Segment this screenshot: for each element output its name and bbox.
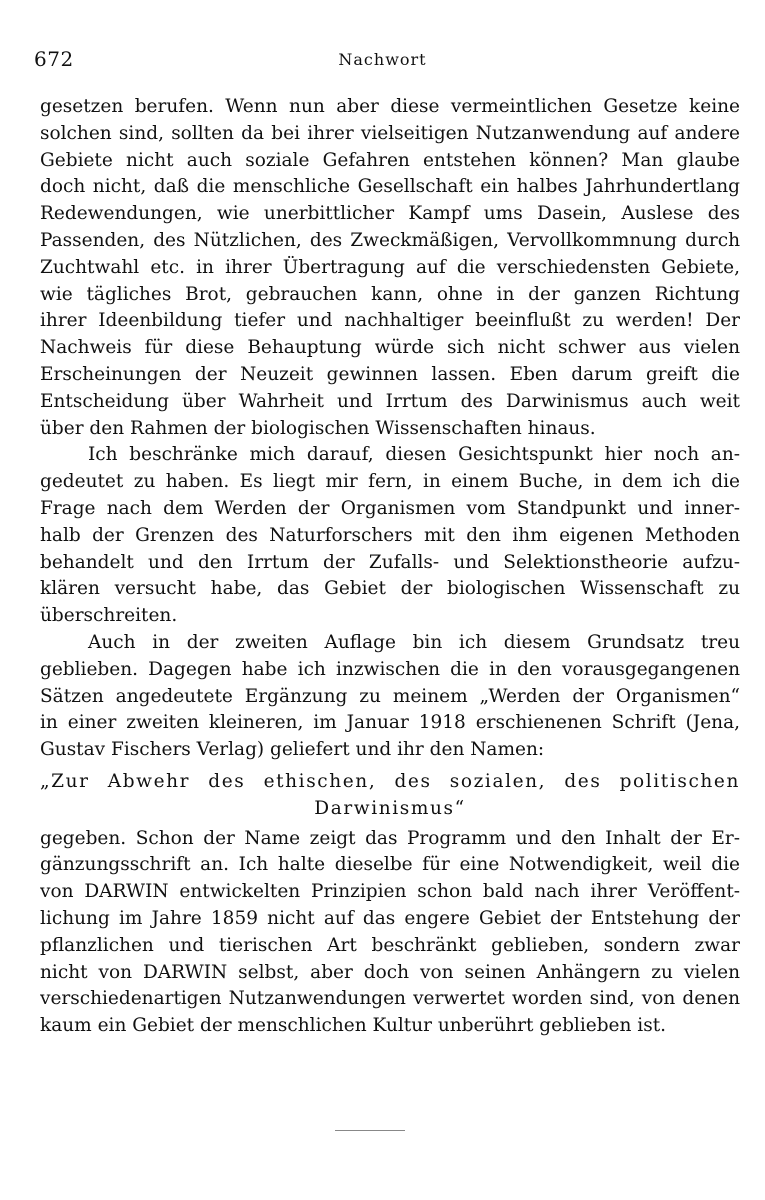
text-line: Nachweis für diese Behauptung würde sich nicht schwer aus vielen (40, 337, 740, 359)
text-line: lichung im Jahre 1859 nicht auf das engere Gebiet der Entstehung der (40, 907, 740, 929)
text-line: pflanzlichen und tierischen Art beschränkt geblieben, sondern zwar (40, 934, 740, 956)
text-line: gesetzen berufen. Wenn nun aber diese vermeintlichen Gesetze keine (40, 96, 740, 117)
text-line: Gebiete nicht auch soziale Gefahren entstehen können? Man glaube (40, 149, 740, 171)
text-line: Redewendungen, wie unerbittlicher Kampf ums Dasein, Auslese des (40, 203, 740, 225)
book-title-quote (40, 769, 740, 823)
text-line: kaum ein Gebiet der menschlichen Kultur unberührt geblieben ist. (40, 1015, 667, 1037)
quote-line: Darwinismus“ (314, 797, 466, 819)
text-line: über den Rahmen der biologischen Wissenschaften hinaus. (40, 417, 596, 439)
text-line: verschiedenartigen Nutzanwendungen verwertet worden sind, von denen (40, 988, 740, 1010)
paragraph-3 (40, 630, 740, 764)
text-line: Passenden, des Nützlichen, des Zweckmäßigen, Vervollkommnung durch (40, 229, 740, 251)
quote-line: „Zur Abwehr des ethischen, des sozialen, des politischen (40, 770, 740, 792)
text-line: nicht von DARWIN selbst, aber doch von seinen Anhängern zu vielen (40, 961, 740, 983)
page-number: 672 (34, 47, 74, 71)
text-line: Ich beschränke mich darauf, diesen Gesichtspunkt hier noch an- (88, 444, 740, 466)
text-line: in einer zweiten kleineren, im Januar 1918 erschienenen Schrift (Jena, (40, 712, 740, 734)
text-line: Sätzen angedeutete Ergänzung zu meinem „Werden der Organismen“ (40, 685, 740, 707)
body-text (40, 94, 740, 1040)
text-line: behandelt und den Irrtum der Zufalls- und Selektionstheorie aufzu- (40, 551, 740, 573)
text-line: gänzungsschrift an. Ich halte dieselbe für eine Notwendigkeit, weil die (40, 854, 740, 876)
text-line: Entscheidung über Wahrheit und Irrtum des Darwinismus auch weit (40, 390, 740, 412)
text-line: doch nicht, daß die menschliche Gesellschaft ein halbes Jahrhundertlang (40, 176, 740, 198)
text-line: überschreiten. (40, 605, 178, 627)
text-line: gegeben. Schon der Name zeigt das Programm und den Inhalt der Er- (40, 827, 740, 849)
text-line: Auch in der zweiten Auflage bin ich diesem Grundsatz treu (88, 631, 740, 653)
text-line: Gustav Fischers Verlag) geliefert und ihr den Namen: (40, 739, 545, 761)
text-line: Frage nach dem Werden der Organismen vom Standpunkt und inner- (40, 497, 740, 519)
text-line: Zuchtwahl etc. in ihrer Übertragung auf die verschiedensten Gebiete, (40, 256, 740, 278)
end-divider (335, 1130, 405, 1131)
text-line: gedeutet zu haben. Es liegt mir fern, in einem Buche, in dem ich die (40, 471, 740, 493)
text-line: geblieben. Dagegen habe ich inzwischen die in den vorausgegangenen (40, 658, 740, 680)
text-line: halb der Grenzen des Naturforschers mit den ihm eigenen Methoden (40, 524, 740, 546)
text-line: klären versucht habe, das Gebiet der biologischen Wissenschaft zu (40, 578, 740, 600)
text-line: von DARWIN entwickelten Prinzipien schon bald nach ihrer Veröffent- (40, 881, 740, 903)
text-line: Erscheinungen der Neuzeit gewinnen lassen. Eben darum greift die (40, 363, 740, 385)
running-head: Nachwort (338, 50, 427, 69)
text-line: ihrer Ideenbildung tiefer und nachhaltiger beeinflußt zu werden! Der (40, 310, 740, 332)
text-line: wie tägliches Brot, gebrauchen kann, ohne in der ganzen Richtung (40, 283, 740, 305)
text-line: solchen sind, sollten da bei ihrer vielseitigen Nutzanwendung auf andere (40, 122, 740, 144)
paragraph-4 (40, 826, 740, 1040)
paragraph-2 (40, 442, 740, 630)
paragraph-1 (40, 94, 740, 442)
